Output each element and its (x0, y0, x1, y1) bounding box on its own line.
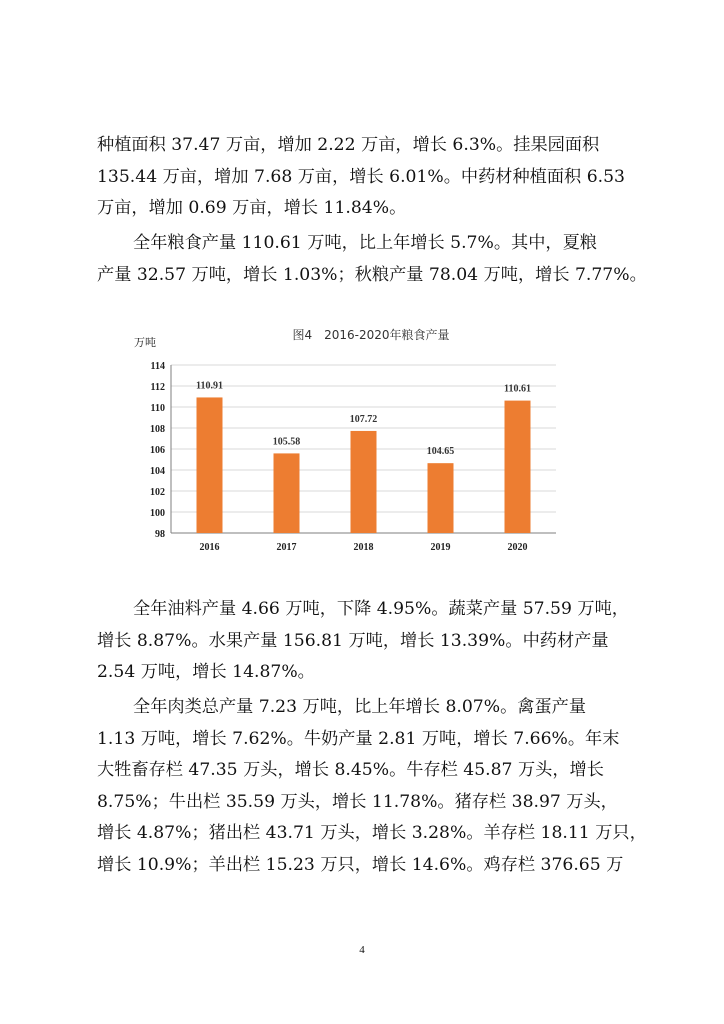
bar-2020 (505, 401, 531, 533)
bar-2017 (274, 453, 300, 533)
data-label-2018: 107.72 (349, 413, 378, 425)
text-line: 增长 4.87%；猪出栏 43.71 万头，增长 3.28%。羊存栏 18.11 万只， (97, 823, 647, 843)
y-axis-ticks (150, 361, 165, 540)
text-line: 全年油料产量 4.66 万吨，下降 4.95%。蔬菜产量 57.59 万吨， (133, 599, 629, 619)
text-line: 产量 32.57 万吨，增长 1.03%；秋粮产量 78.04 万吨，增长 7.77%。 (97, 264, 647, 285)
data-label-2016: 110.91 (196, 380, 223, 392)
data-label-2020: 110.61 (504, 383, 531, 395)
x-tick-label-2016: 2016 (199, 542, 220, 553)
text-line: 全年粮食产量 110.61 万吨，比上年增长 5.7%。其中，夏粮 (133, 233, 597, 253)
y-tick-label: 104 (150, 466, 165, 477)
y-tick-label: 106 (150, 445, 165, 456)
paragraph-other-crops (97, 594, 637, 689)
chart-title: 图4 2016-2020年粮食产量 (292, 328, 450, 342)
x-tick-label-2018: 2018 (353, 542, 374, 553)
data-label-2019: 104.65 (426, 446, 455, 458)
y-tick-label: 100 (150, 508, 165, 519)
text-line: 种植面积 37.47 万亩，增加 2.22 万亩，增长 6.3%。挂果园面积 (97, 135, 600, 155)
y-tick-label: 102 (150, 487, 165, 498)
text-line: 增长 10.9%；羊出栏 15.23 万只，增长 14.6%。鸡存栏 376.65 万 (97, 854, 624, 875)
bar-2016 (197, 397, 223, 533)
paragraph-livestock (97, 692, 647, 881)
y-tick-label: 98 (155, 529, 165, 540)
y-axis-unit-label: 万吨 (134, 336, 156, 349)
bar-2018 (351, 431, 377, 533)
y-tick-label: 114 (150, 361, 165, 372)
x-axis-ticks (200, 542, 528, 553)
x-tick-label-2020: 2020 (507, 542, 528, 553)
y-tick-label: 108 (150, 424, 165, 435)
y-tick-label: 110 (150, 403, 165, 414)
x-tick-label-2019: 2019 (430, 542, 451, 553)
text-line: 万亩，增加 0.69 万亩，增长 11.84%。 (97, 198, 407, 218)
x-tick-label-2017: 2017 (276, 542, 297, 553)
text-line: 全年肉类总产量 7.23 万吨，比上年增长 8.07%。禽蛋产量 (133, 697, 587, 717)
text-line: 2.54 万吨，增长 14.87%。 (97, 662, 315, 682)
paragraph-planting-area (97, 130, 637, 225)
data-label-2017: 105.58 (272, 436, 301, 448)
text-line: 大牲畜存栏 47.35 万头，增长 8.45%。牛存栏 45.87 万头，增长 (97, 760, 604, 780)
page-number: 4 (359, 944, 365, 956)
paragraph-grain-output (97, 228, 647, 291)
text-line: 135.44 万亩，增加 7.68 万亩，增长 6.01%。中药材种植面积 6.53 (97, 166, 625, 187)
text-line: 增长 8.87%。水果产量 156.81 万吨，增长 13.39%。中药材产量 (97, 630, 609, 651)
y-tick-label: 112 (150, 382, 165, 393)
text-line: 8.75%；牛出栏 35.59 万头，增长 11.78%。猪存栏 38.97 万头， (97, 791, 618, 812)
text-line: 1.13 万吨，增长 7.62%。牛奶产量 2.81 万吨，增长 7.66%。年末 (97, 728, 620, 749)
chart-bars (196, 380, 531, 533)
bar-2019 (428, 463, 454, 533)
grain-output-bar-chart (131, 322, 577, 562)
